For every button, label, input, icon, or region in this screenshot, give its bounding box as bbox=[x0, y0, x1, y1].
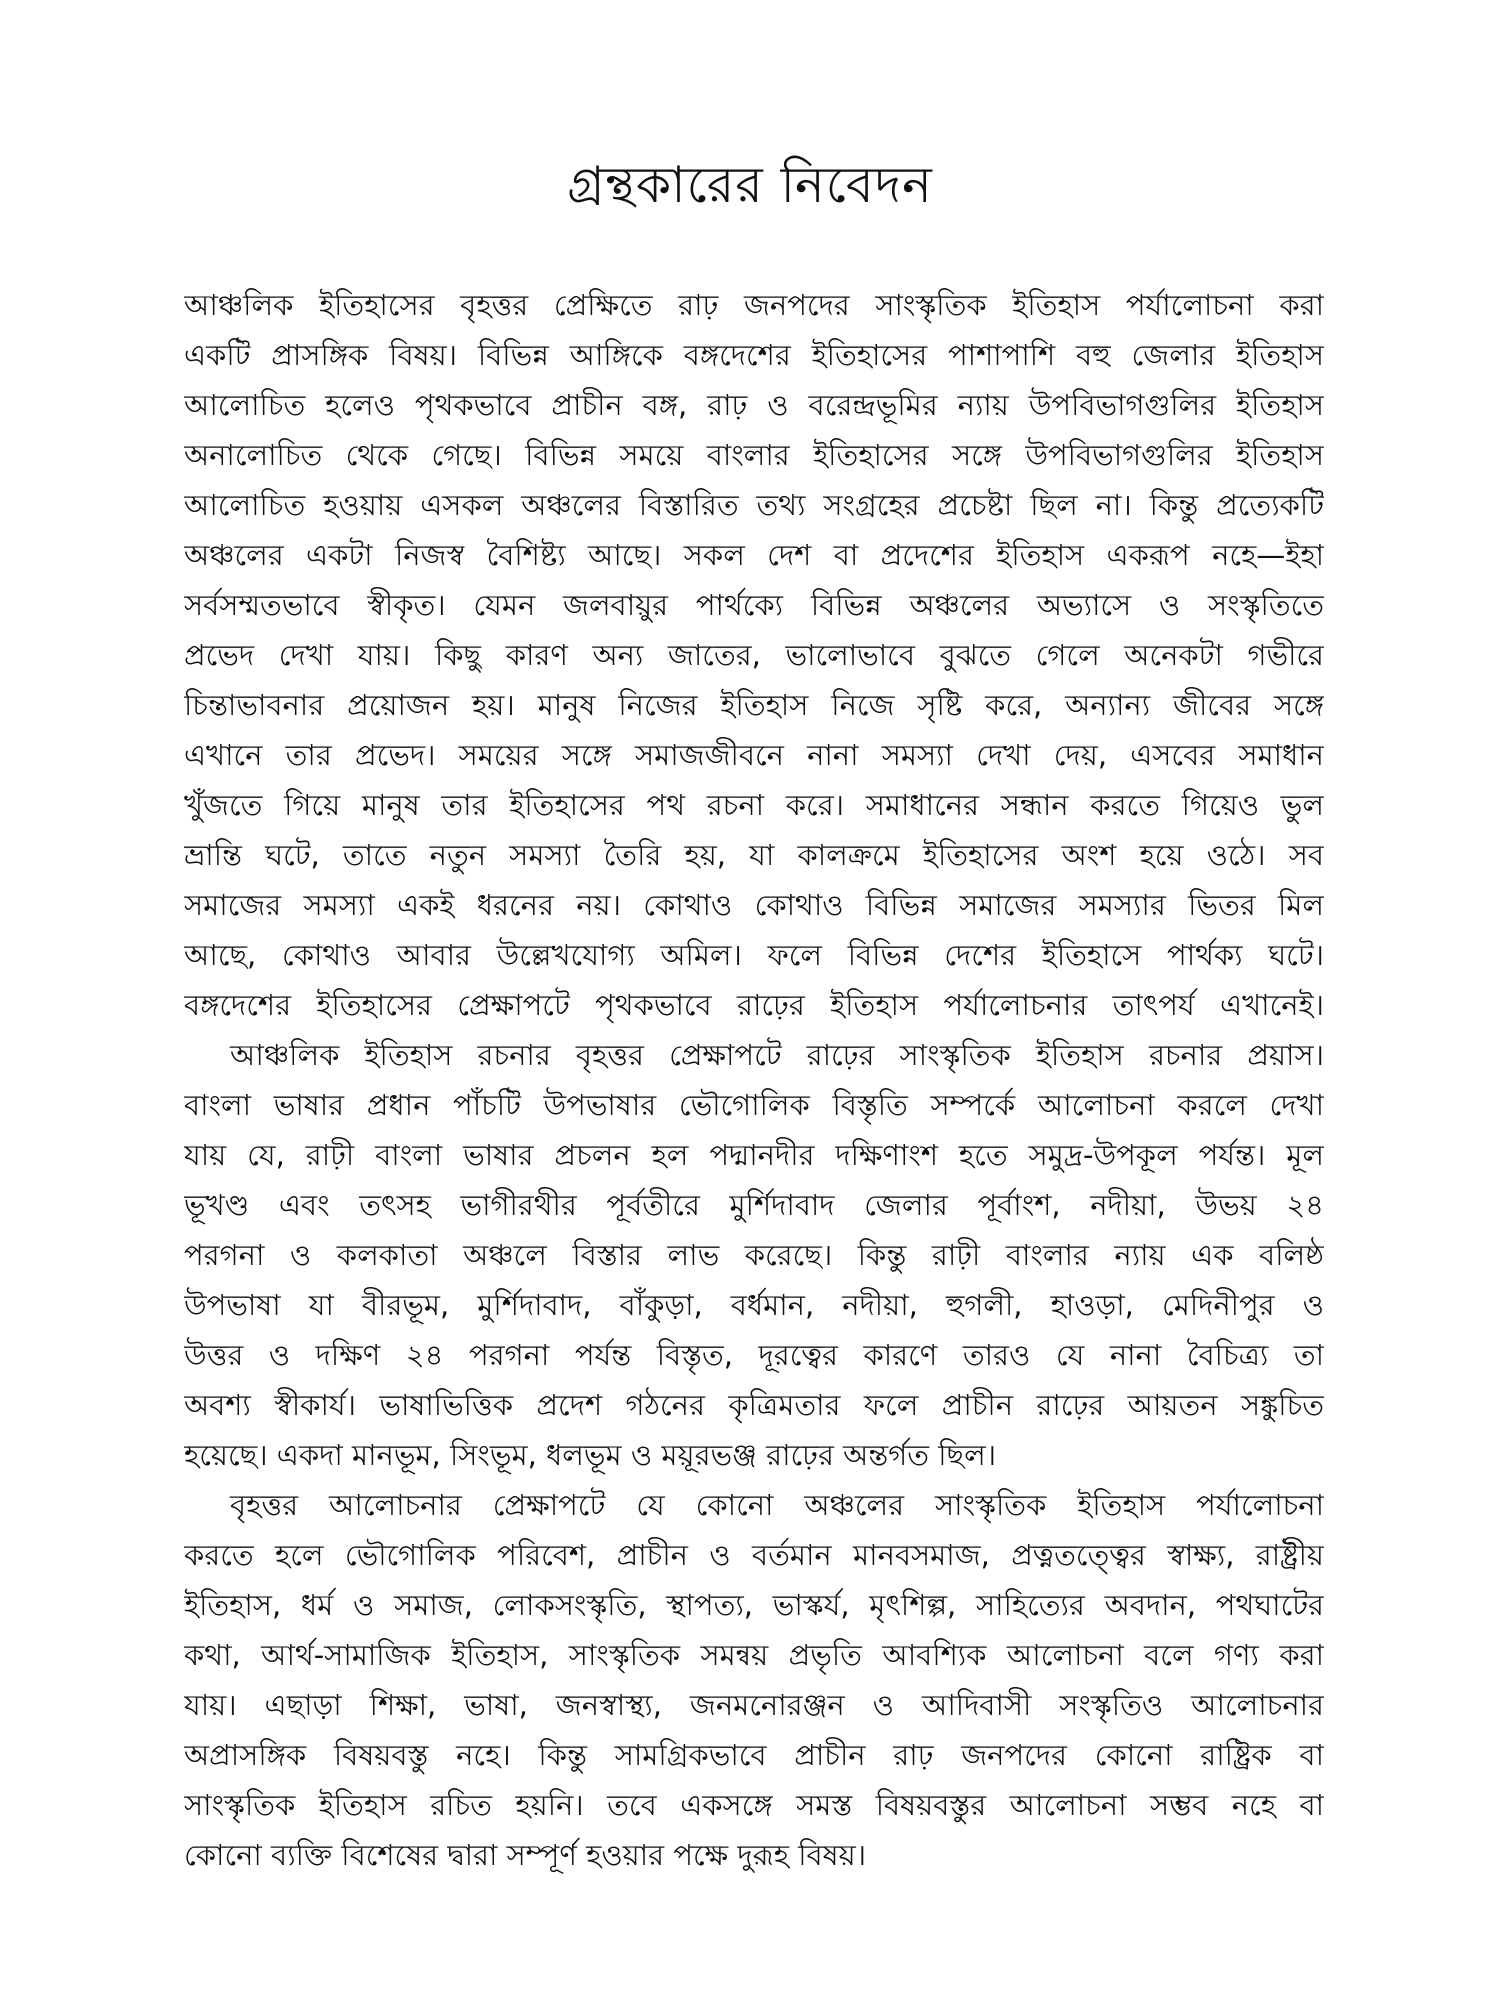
text-line: প্রভেদ দেখা যায়। কিছু কারণ অন্য জাতের, ভালোভাবে বুঝতে গেলে অনেকটা গভীরে bbox=[184, 638, 1324, 672]
paragraph-1 bbox=[184, 280, 1324, 1030]
text-line: করতে হলে ভৌগোলিক পরিবেশ, প্রাচীন ও বর্তমান মানবসমাজ, প্রত্নতত্ত্বের স্বাক্ষ্য, রাষ্ট্রীয় bbox=[184, 1538, 1324, 1572]
text-line: কোনো ব্যক্তি বিশেষের দ্বারা সম্পূর্ণ হওয়ার পক্ষে দুরূহ বিষয়। bbox=[184, 1838, 867, 1872]
text-line: ইতিহাস, ধর্ম ও সমাজ, লোকসংস্কৃতি, স্থাপত্য, ভাস্কর্য, মৃৎশিল্প, সাহিত্যের অবদান, পথঘাটের bbox=[184, 1588, 1324, 1622]
text-line: সমাজের সমস্যা একই ধরনের নয়। কোথাও কোথাও বিভিন্ন সমাজের সমস্যার ভিতর মিল bbox=[184, 888, 1324, 922]
text-line: একটি প্রাসঙ্গিক বিষয়। বিভিন্ন আঙ্গিকে বঙ্গদেশের ইতিহাসের পাশাপাশি বহু জেলার ইতিহাস bbox=[184, 338, 1324, 372]
text-line: উত্তর ও দক্ষিণ ২৪ পরগনা পর্যন্ত বিস্তৃত, দূরত্বের কারণে তারও যে নানা বৈচিত্র্য তা bbox=[184, 1338, 1324, 1372]
text-line: উপভাষা যা বীরভূম, মুর্শিদাবাদ, বাঁকুড়া, বর্ধমান, নদীয়া, হুগলী, হাওড়া, মেদিনীপুর ও bbox=[184, 1288, 1324, 1322]
paragraph-3 bbox=[184, 1480, 1324, 1880]
text-line: যায় যে, রাঢ়ী বাংলা ভাষার প্রচলন হল পদ্মানদীর দক্ষিণাংশ হতে সমুদ্র-উপকূল পর্যন্ত। মূল bbox=[184, 1138, 1324, 1172]
text-line: বাংলা ভাষার প্রধান পাঁচটি উপভাষার ভৌগোলিক বিস্তৃতি সম্পর্কে আলোচনা করলে দেখা bbox=[184, 1088, 1324, 1122]
text-line: আছে, কোথাও আবার উল্লেখযোগ্য অমিল। ফলে বিভিন্ন দেশের ইতিহাসে পার্থক্য ঘটে। bbox=[184, 938, 1324, 972]
text-line: খুঁজতে গিয়ে মানুষ তার ইতিহাসের পথ রচনা করে। সমাধানের সন্ধান করতে গিয়েও ভুল bbox=[184, 788, 1324, 822]
paragraph-2 bbox=[184, 1030, 1324, 1480]
text-line: অঞ্চলের একটা নিজস্ব বৈশিষ্ট্য আছে। সকল দেশ বা প্রদেশের ইতিহাস একরূপ নহে—ইহা bbox=[184, 538, 1324, 572]
text-line: চিন্তাভাবনার প্রয়োজন হয়। মানুষ নিজের ইতিহাস নিজে সৃষ্টি করে, অন্যান্য জীবের সঙ্গে bbox=[184, 688, 1324, 722]
text-line: সর্বসম্মতভাবে স্বীকৃত। যেমন জলবায়ুর পার্থক্যে বিভিন্ন অঞ্চলের অভ্যাসে ও সংস্কৃতিতে bbox=[184, 588, 1324, 622]
text-line: আলোচিত হওয়ায় এসকল অঞ্চলের বিস্তারিত তথ্য সংগ্রহের প্রচেষ্টা ছিল না। কিন্তু প্রত্যেকটি bbox=[184, 488, 1324, 522]
text-line: কথা, আর্থ-সামাজিক ইতিহাস, সাংস্কৃতিক সমন্বয় প্রভৃতি আবশ্যিক আলোচনা বলে গণ্য করা bbox=[184, 1638, 1324, 1672]
text-line: এখানে তার প্রভেদ। সময়ের সঙ্গে সমাজজীবনে নানা সমস্যা দেখা দেয়, এসবের সমাধান bbox=[184, 738, 1324, 772]
body-text bbox=[184, 280, 1324, 1880]
text-line: হয়েছে। একদা মানভূম, সিংভূম, ধলভূম ও ময়ূরভঞ্জ রাঢ়ের অন্তর্গত ছিল। bbox=[184, 1438, 997, 1472]
text-line: বঙ্গদেশের ইতিহাসের প্রেক্ষাপটে পৃথকভাবে রাঢ়ের ইতিহাস পর্যালোচনার তাৎপর্য এখানেই। bbox=[184, 988, 1324, 1022]
text-line: সাংস্কৃতিক ইতিহাস রচিত হয়নি। তবে একসঙ্গে সমস্ত বিষয়বস্তুর আলোচনা সম্ভব নহে বা bbox=[184, 1788, 1324, 1822]
text-line: আঞ্চলিক ইতিহাস রচনার বৃহত্তর প্রেক্ষাপটে রাঢ়ের সাংস্কৃতিক ইতিহাস রচনার প্রয়াস। bbox=[230, 1038, 1324, 1072]
text-line: পরগনা ও কলকাতা অঞ্চলে বিস্তার লাভ করেছে। কিন্তু রাঢ়ী বাংলার ন্যায় এক বলিষ্ঠ bbox=[184, 1238, 1324, 1272]
text-line: ভূখণ্ড এবং তৎসহ ভাগীরথীর পূর্বতীরে মুর্শিদাবাদ জেলার পূর্বাংশ, নদীয়া, উভয় ২৪ bbox=[184, 1188, 1324, 1222]
text-line: ভ্রান্তি ঘটে, তাতে নতুন সমস্যা তৈরি হয়, যা কালক্রমে ইতিহাসের অংশ হয়ে ওঠে। সব bbox=[184, 838, 1324, 872]
text-line: বৃহত্তর আলোচনার প্রেক্ষাপটে যে কোনো অঞ্চলের সাংস্কৃতিক ইতিহাস পর্যালোচনা bbox=[230, 1488, 1324, 1522]
page-title: গ্রন্থকারের নিবেদন bbox=[567, 156, 933, 214]
text-line: অবশ্য স্বীকার্য। ভাষাভিত্তিক প্রদেশ গঠনের কৃত্রিমতার ফলে প্রাচীন রাঢ়ের আয়তন সঙ্কুচিত bbox=[184, 1388, 1324, 1422]
text-line: অপ্রাসঙ্গিক বিষয়বস্তু নহে। কিন্তু সামগ্রিকভাবে প্রাচীন রাঢ় জনপদের কোনো রাষ্ট্রিক বা bbox=[184, 1738, 1324, 1772]
text-line: আলোচিত হলেও পৃথকভাবে প্রাচীন বঙ্গ, রাঢ় ও বরেন্দ্রভূমির ন্যায় উপবিভাগগুলির ইতিহাস bbox=[184, 388, 1324, 422]
text-line: আঞ্চলিক ইতিহাসের বৃহত্তর প্রেক্ষিতে রাঢ় জনপদের সাংস্কৃতিক ইতিহাস পর্যালোচনা করা bbox=[184, 288, 1324, 322]
text-line: যায়। এছাড়া শিক্ষা, ভাষা, জনস্বাস্থ্য, জনমনোরঞ্জন ও আদিবাসী সংস্কৃতিও আলোচনার bbox=[184, 1688, 1324, 1722]
text-line: অনালোচিত থেকে গেছে। বিভিন্ন সময়ে বাংলার ইতিহাসের সঙ্গে উপবিভাগগুলির ইতিহাস bbox=[184, 438, 1324, 472]
